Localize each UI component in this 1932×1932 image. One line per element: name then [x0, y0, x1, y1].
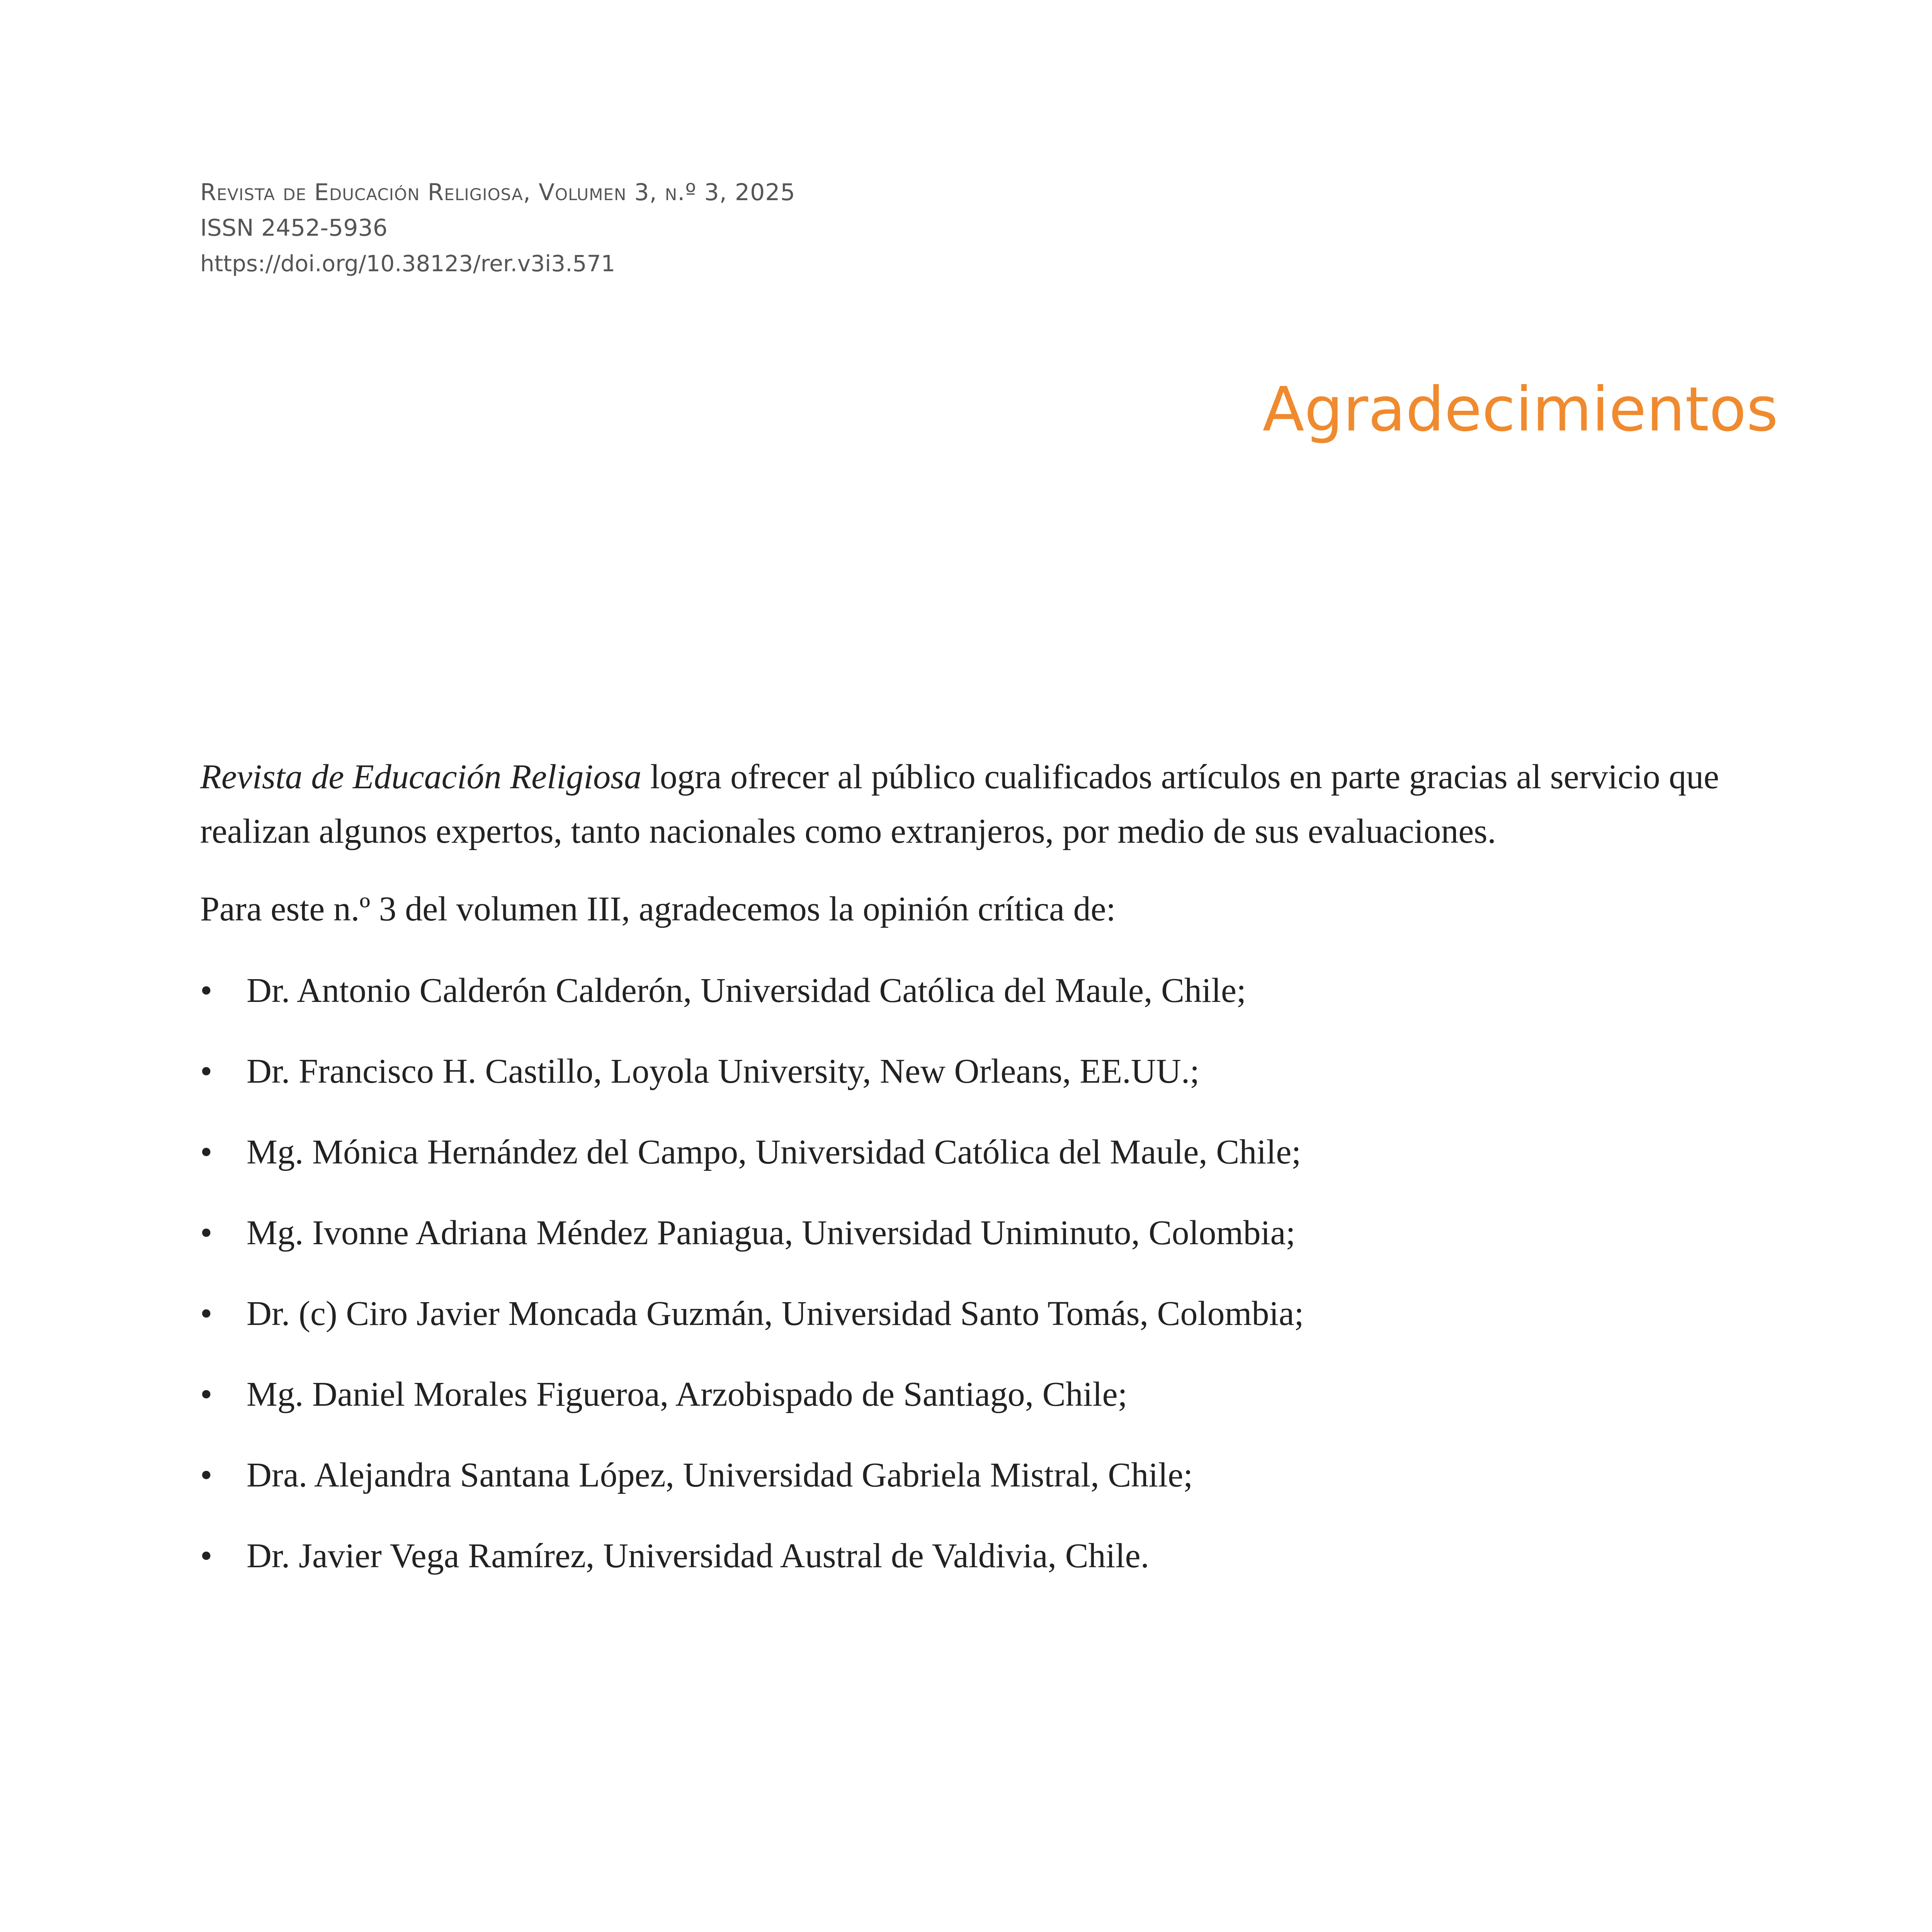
- lead-paragraph: Para este n.º 3 del volumen III, agradecemos la opinión crítica de:: [200, 890, 1116, 928]
- list-item: [200, 1286, 1781, 1341]
- bullet-icon: •: [200, 971, 213, 1010]
- reviewer-text: Dr. Antonio Calderón Calderón, Universidad Católica del Maule, Chile;: [247, 971, 1246, 1010]
- intro-paragraph: [200, 750, 1781, 859]
- reviewer-text: Mg. Daniel Morales Figueroa, Arzobispado de Santiago, Chile;: [247, 1375, 1128, 1413]
- article-body: [200, 750, 1781, 1609]
- intro-journal-name: Revista de Educación Religiosa: [200, 758, 642, 796]
- page-title: Agradecimientos: [1262, 374, 1778, 445]
- reviewer-list: [200, 963, 1781, 1583]
- list-item: [200, 1206, 1781, 1260]
- header-journal-line: Revista de Educación Religiosa, Volumen 3, n.º 3, 2025: [200, 179, 796, 206]
- bullet-icon: •: [200, 1294, 213, 1333]
- bullet-icon: •: [200, 1537, 213, 1575]
- list-item: [200, 1044, 1781, 1099]
- header-doi-link[interactable]: https://doi.org/10.38123/rer.v3i3.571: [200, 250, 616, 277]
- list-item: [200, 963, 1781, 1018]
- bullet-icon: •: [200, 1052, 213, 1090]
- list-item: [200, 1125, 1781, 1179]
- bullet-icon: •: [200, 1375, 213, 1413]
- list-item: [200, 1367, 1781, 1422]
- reviewer-text: Mg. Ivonne Adriana Méndez Paniagua, Universidad Uniminuto, Colombia;: [247, 1214, 1296, 1252]
- reviewer-text: Dr. Francisco H. Castillo, Loyola University, New Orleans, EE.UU.;: [247, 1052, 1200, 1090]
- list-item: [200, 1529, 1781, 1583]
- reviewer-text: Dr. (c) Ciro Javier Moncada Guzmán, Universidad Santo Tomás, Colombia;: [247, 1294, 1304, 1333]
- intro-text: logra ofrecer al público cualificados artículos en parte gracias al servicio que realizan algunos expertos, tanto nacionales como extranjeros, por medio de sus evaluaciones.: [200, 758, 1719, 850]
- bullet-icon: •: [200, 1133, 213, 1171]
- bullet-icon: •: [200, 1214, 213, 1252]
- bullet-icon: •: [200, 1456, 213, 1494]
- reviewer-text: Dra. Alejandra Santana López, Universidad Gabriela Mistral, Chile;: [247, 1456, 1193, 1494]
- list-item: [200, 1448, 1781, 1502]
- header-issn: ISSN 2452-5936: [200, 214, 388, 242]
- running-header: [200, 175, 796, 281]
- reviewer-text: Dr. Javier Vega Ramírez, Universidad Austral de Valdivia, Chile.: [247, 1537, 1150, 1575]
- reviewer-text: Mg. Mónica Hernández del Campo, Universidad Católica del Maule, Chile;: [247, 1133, 1301, 1171]
